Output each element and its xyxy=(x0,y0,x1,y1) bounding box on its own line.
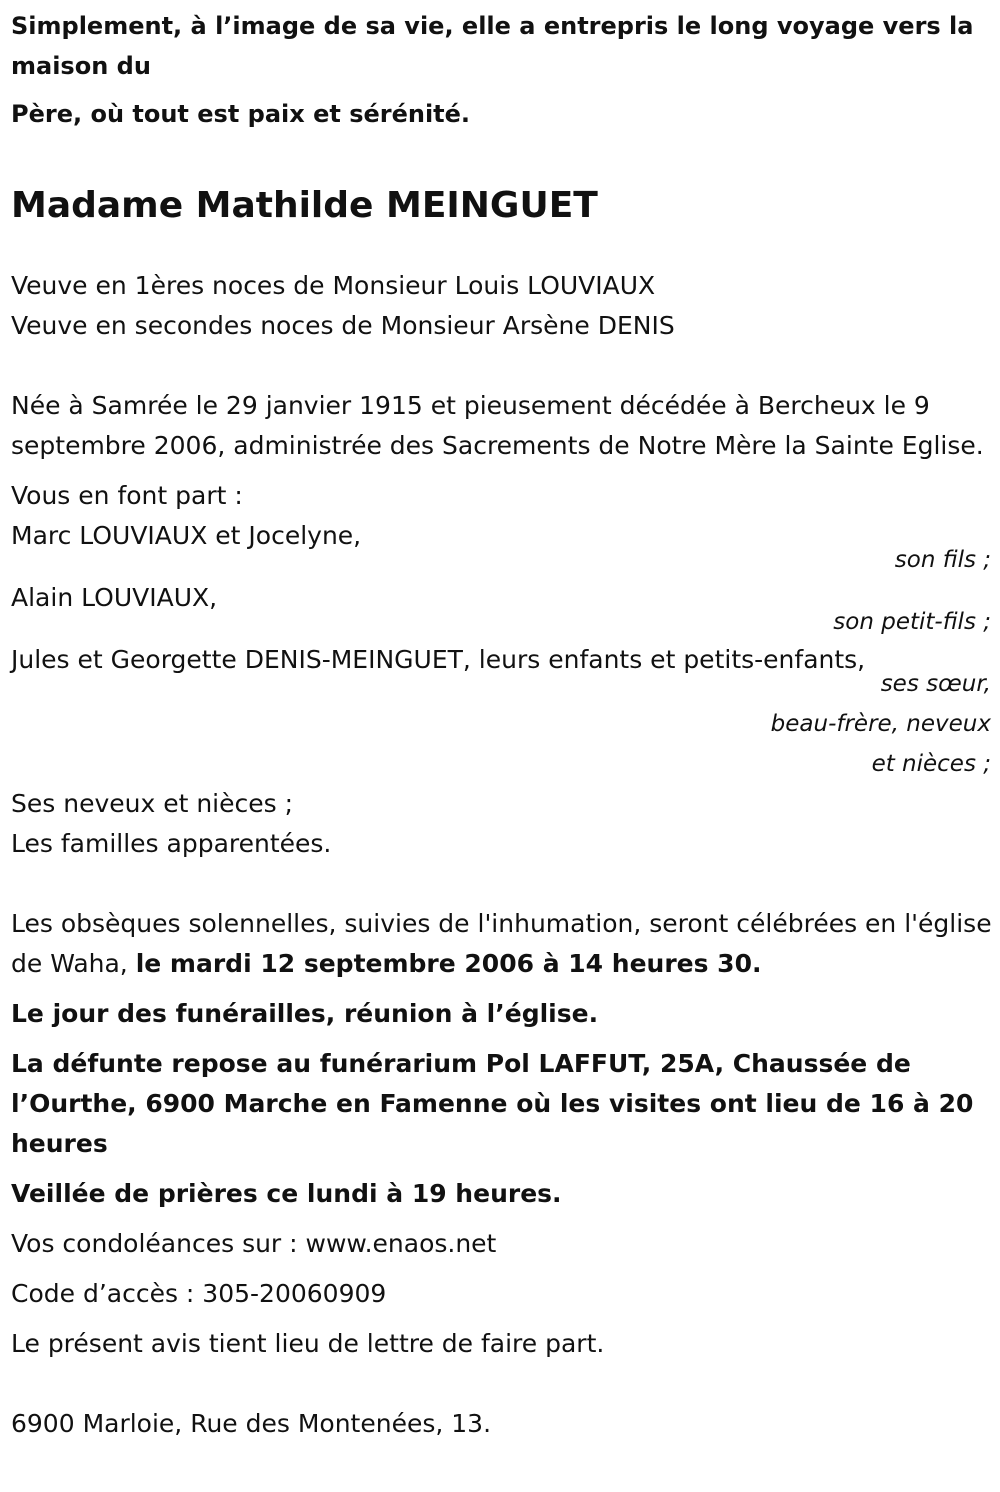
family-member-alain: Alain LOUVIAUX, xyxy=(11,583,218,612)
deceased-name: Madame Mathilde MEINGUET xyxy=(11,185,598,226)
notice-text: Le présent avis tient lieu de lettre de faire part. xyxy=(11,1329,605,1358)
funeral-meeting: Le jour des funérailles, réunion à l’église. xyxy=(11,999,599,1028)
others-nephews-nieces: Ses neveux et nièces ; xyxy=(11,789,294,818)
relation-sister: ses sœur, xyxy=(880,671,991,697)
others-related-families: Les familles apparentées. xyxy=(11,829,332,858)
family-member-jules-georgette: Jules et Georgette DENIS-MEINGUET, leurs enfants et petits-enfants, xyxy=(11,645,866,674)
birth-death-text: Née à Samrée le 29 janvier 1915 et pieusement décédée à Bercheux le 9 septembre 2006, administrée des Sacrements de Notre Mère la Sainte Eglise. xyxy=(11,391,984,460)
relation-nephews-nieces: et nièces ; xyxy=(871,751,991,777)
widow-second-marriage: Veuve en secondes noces de Monsieur Arsène DENIS xyxy=(11,311,675,340)
relation-grandson: son petit-fils ; xyxy=(833,609,991,635)
obituary-notice xyxy=(11,6,993,1444)
funeral-text-plain: Les obsèques solennelles, suivies de l'inhumation, seront célébrées en l'église de Waha, xyxy=(11,909,992,978)
access-code: Code d’accès : 305-20060909 xyxy=(11,1279,387,1308)
funeral-rest-location: La défunte repose au funérarium Pol LAFFUT, 25A, Chaussée de l’Ourthe, 6900 Marche en Famenne où les visites ont lieu de 16 à 20 heures xyxy=(11,1049,974,1158)
funeral-date: le mardi 12 septembre 2006 à 14 heures 30. xyxy=(135,949,762,978)
family-intro: Vous en font part : xyxy=(11,481,243,510)
relation-son: son fils ; xyxy=(894,547,991,573)
relation-brother-in-law: beau-frère, neveux xyxy=(770,711,991,737)
intro-line-2: Père, où tout est paix et sérénité. xyxy=(11,100,471,128)
intro-line-1: Simplement, à l’image de sa vie, elle a entrepris le long voyage vers la maison du xyxy=(11,12,974,80)
condolences-text: Vos condoléances sur : www.enaos.net xyxy=(11,1229,497,1258)
vigil-text: Veillée de prières ce lundi à 19 heures. xyxy=(11,1179,562,1208)
family-member-marc: Marc LOUVIAUX et Jocelyne, xyxy=(11,521,362,550)
widow-first-marriage: Veuve en 1ères noces de Monsieur Louis LOUVIAUX xyxy=(11,271,656,300)
address: 6900 Marloie, Rue des Montenées, 13. xyxy=(11,1409,492,1438)
funeral-text xyxy=(11,904,993,984)
